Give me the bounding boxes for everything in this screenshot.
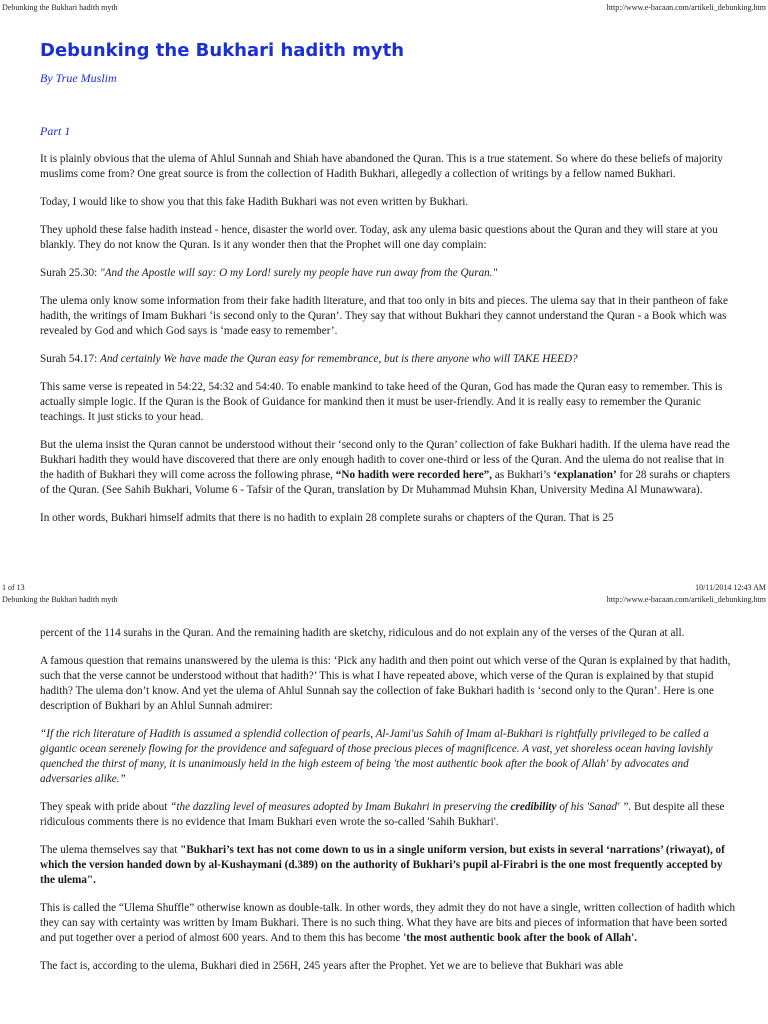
surah-quote: And certainly We have made the Quran easy for remembrance, but is there anyone who will TAKE HEED? — [99, 353, 578, 365]
paragraph: They uphold these false hadith instead - hence, disaster the world over. Today, ask any ulema basic questions about the Quran and they will stare at you blankly. They do not know the Quran. Is it any wonder then that the Prophet will one day complain: — [40, 224, 718, 251]
bold-phrase: ‘explanation’ — [553, 469, 617, 481]
quote-paragraph — [40, 266, 740, 281]
bold-phrase: credibility — [510, 801, 557, 813]
text-run: as Bukhari’s — [492, 469, 554, 481]
page-header-title: Debunking the Bukhari hadith myth — [2, 595, 118, 604]
text-run: They speak with pride about — [40, 801, 171, 813]
page-header-url: http://www.e-bacaan.com/artikeli_debunking.htm — [606, 3, 766, 12]
paragraph — [40, 901, 740, 946]
paragraph: In other words, Bukhari himself admits that there is no hadith to explain 28 complete surahs or chapters of the Quran. That is 25 — [40, 512, 614, 524]
surah-quote: "And the Apostle will say: O my Lord! surely my people have run away from the Quran." — [99, 267, 498, 279]
page-footer-page-number: 1 of 13 — [2, 583, 25, 592]
bold-phrase: "Bukhari’s text has not come down to us in a single uniform version, but exists in several ‘narrations’ (riwayat), of which the version handed down by al-Kushaymani (d.389) on the authority of Bukhari’s pupil al-Firabri is the one most frequently accepted by the ulema". — [40, 844, 725, 886]
paragraph — [40, 800, 740, 830]
surah-reference: Surah 54.17: — [40, 353, 100, 365]
admirer-quote: “If the rich literature of Hadith is assumed a splendid collection of pearls, Al-Jami'us Sahih of Imam al-Bukhari is rightfully privileged to be called a gigantic ocean serenely flowing for the providence and safeguard of those precious pieces of magnificence. A vast, yet shoreless ocean having lavishly quenched the thirst of many, it is unanimously held in the high esteem of being 'the most authentic book after the book of Allah' by advocates and adversaries alike.” — [40, 728, 713, 785]
quote-run: of his 'Sanad' ”. — [556, 801, 632, 813]
text-run: The ulema themselves say that — [40, 844, 181, 856]
author-byline: By True Muslim — [40, 71, 117, 85]
paragraph: This same verse is repeated in 54:22, 54:32 and 54:40. To enable mankind to take heed of the Quran, God has made the Quran easy to remember. This is actually simple logic. If the Quran is the Book of Guidance for mankind then it must be user-friendly. And it is really easy to remember the Quranic teachings. It just sticks to your head. — [40, 381, 723, 423]
paragraph — [40, 843, 740, 888]
bold-phrase: “No hadith were recorded here”, — [335, 469, 493, 481]
text-run: for 28 surahs or chapters of the Quran. (See Sahih Bukhari, Volume 6 - Tafsir of the Quran, translation by Dr Muhammad Muhsin Khan, University Medina Al Munawwara). — [40, 469, 731, 496]
text-run: But despite all these ridiculous comments there is no evidence that Imam Bukhari even wrote the so-called 'Sahih Bukhari'. — [40, 801, 725, 828]
paragraph: percent of the 114 surahs in the Quran. And the remaining hadith are sketchy, ridiculous and do not explain any of the verses of the Quran at all. — [40, 627, 685, 639]
page-header-url: http://www.e-bacaan.com/artikeli_debunking.htm — [606, 595, 766, 604]
text-run: But the ulema insist the Quran cannot be understood without their ‘second only to the Quran’ collection of fake Bukhari hadith. If the ulema have read the Bukhari hadith they would have discovered that there are only enough hadith to cover one-third or less of the Quran. And the ulema do not realise that in the hadith of Bukhari they will come across the following phrase, — [40, 439, 730, 481]
surah-reference: Surah 25.30: — [40, 267, 100, 279]
quote-run: “the dazzling level of measures adopted by Imam Bukahri in preserving the — [170, 801, 511, 813]
paragraph: A famous question that remains unanswered by the ulema is this: ‘Pick any hadith and then point out which verse of the Quran is explained by that hadith, such that the verse cannot be understood without that hadith?’ This is what I have repeated above, which verse of the Quran is explained by that stupid hadith? The ulema don’t know. And yet the ulema of Ahlul Sunnah say the collection of fake Bukhari hadith is ‘second only to the Quran’. Here is one description of Bukhari by an Ahlul Sunnah admirer: — [40, 655, 731, 712]
paragraph: It is plainly obvious that the ulema of Ahlul Sunnah and Shiah have abandoned the Quran. This is a true statement. So where do these beliefs of majority muslims come from? One great source is from the collection of Hadith Bukhari, allegedly a collection of writings by a fellow named Bukhari. — [40, 153, 724, 180]
page-header-title: Debunking the Bukhari hadith myth — [2, 3, 118, 12]
paragraph: The ulema only know some information from their fake hadith literature, and that too only in bits and pieces. The ulema say that in their pantheon of fake hadith, the writings of Imam Bukhari ‘is second only to the Quran’. They say that without Bukhari they cannot understand the Quran - a Book which was revealed by God and which God says is ‘made easy to remember’. — [40, 295, 728, 337]
part-heading: Part 1 — [40, 124, 71, 138]
quote-paragraph — [40, 352, 740, 367]
page-1-content — [40, 30, 740, 539]
page-2-content — [40, 626, 740, 987]
paragraph — [40, 438, 740, 498]
page-footer-timestamp: 10/11/2014 12:43 AM — [695, 583, 766, 592]
text-run: This is called the “Ulema Shuffle” otherwise known as double-talk. In other words, they admit they do not have a single, written collection of hadith which they can say with certainty was written by Imam Bukhari. There is no such thing. What they have are bits and pieces of information that have been sorted and put together over a period of almost 600 years. And to them this has become — [40, 902, 736, 944]
paragraph: The fact is, according to the ulema, Bukhari died in 256H, 245 years after the Prophet. Yet we are to believe that Bukhari was able — [40, 960, 624, 972]
bold-phrase: 'the most authentic book after the book of Allah'. — [403, 932, 638, 944]
paragraph: Today, I would like to show you that this fake Hadith Bukhari was not even written by Bukhari. — [40, 196, 469, 208]
article-title: Debunking the Bukhari hadith myth — [40, 40, 405, 61]
